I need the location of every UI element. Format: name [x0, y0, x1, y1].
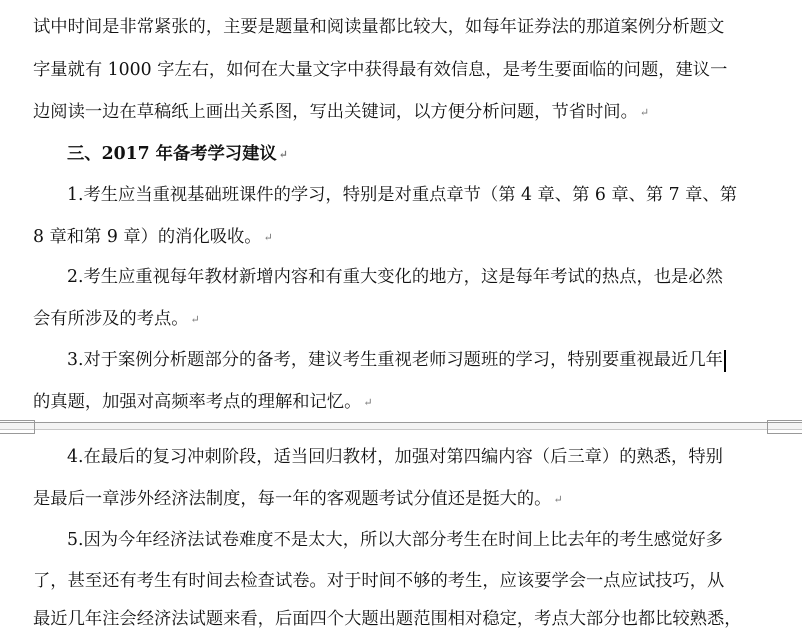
- return-arrow-icon: ↵: [639, 105, 650, 119]
- line-text: 4.在最后的复习冲刺阶段，适当回归教材，加强对第四编内容（后三章）的熟悉，特别: [67, 447, 723, 467]
- body-line-9: [67, 345, 726, 375]
- return-arrow-icon: ↵: [363, 395, 373, 409]
- line-text: 会有所涉及的考点。: [33, 309, 189, 329]
- body-line-5: [67, 180, 737, 210]
- page-break: [0, 418, 802, 436]
- line-text: 2.考生应重视每年教材新增内容和有重大变化的地方，这是每年考试的热点，也是必然: [67, 267, 723, 287]
- body-line-3: [33, 97, 649, 127]
- body-line-8: [33, 304, 200, 334]
- heading-text: 三、2017 年备考学习建议: [67, 144, 277, 164]
- body-line-14: [33, 566, 724, 596]
- body-line-6: [33, 222, 273, 252]
- line-text: 5.因为今年经济法试卷难度不是太大，所以大部分考生在时间上比去年的考生感觉好多: [67, 530, 723, 550]
- line-text: 的真题，加强对高频率考点的理解和记忆。: [33, 392, 362, 412]
- body-line-12: [33, 484, 563, 514]
- text-cursor: [724, 350, 726, 372]
- page-break-rule-top: [0, 422, 802, 423]
- line-text: 字量就有 1000 字左右，如何在大量文字中获得最有效信息，是考生要面临的问题，建议一: [33, 60, 728, 80]
- line-text: 1.考生应当重视基础班课件的学习，特别是对重点章节（第 4 章、第 6 章、第 7 章、第: [67, 185, 737, 205]
- body-line-13: [67, 525, 723, 555]
- line-text: 试中时间是非常紧张的，主要是题量和阅读量都比较大，如每年证券法的那道案例分析题文: [33, 17, 725, 37]
- line-text: 3.对于案例分析题部分的备考，建议考生重视老师习题班的学习，特别要重视最近几年: [67, 350, 723, 370]
- body-line-15: [33, 604, 742, 629]
- line-text: 是最后一章涉外经济法制度，每一年的客观题考试分值还是挺大的。: [33, 489, 552, 509]
- return-arrow-icon: ↵: [278, 147, 288, 161]
- return-arrow-icon: ↵: [190, 312, 200, 326]
- return-arrow-icon: ↵: [263, 230, 273, 244]
- page-margin-marker-right: [767, 420, 802, 434]
- page-break-rule-bottom: [0, 429, 802, 430]
- line-text: 边阅读一边在草稿纸上画出关系图，写出关键词，以方便分析问题，节省时间。: [33, 102, 638, 122]
- line-text: 8 章和第 9 章）的消化吸收。: [33, 227, 262, 247]
- body-line-7: [67, 262, 723, 292]
- line-text: 了，甚至还有考生有时间去检查试卷。对于时间不够的考生，应该要学会一点应试技巧，从: [33, 571, 725, 591]
- return-arrow-icon: ↵: [553, 492, 563, 506]
- section-heading: [67, 139, 288, 169]
- page-margin-marker-left: [0, 420, 35, 434]
- line-text: 最近几年注会经济法试题来看，后面四个大题出题范围相对稳定，考点大部分也都比较熟悉，: [33, 609, 742, 629]
- body-line-2: [33, 55, 727, 85]
- body-line-11: [67, 442, 723, 472]
- body-line-1: [33, 12, 724, 42]
- body-line-10: [33, 387, 373, 417]
